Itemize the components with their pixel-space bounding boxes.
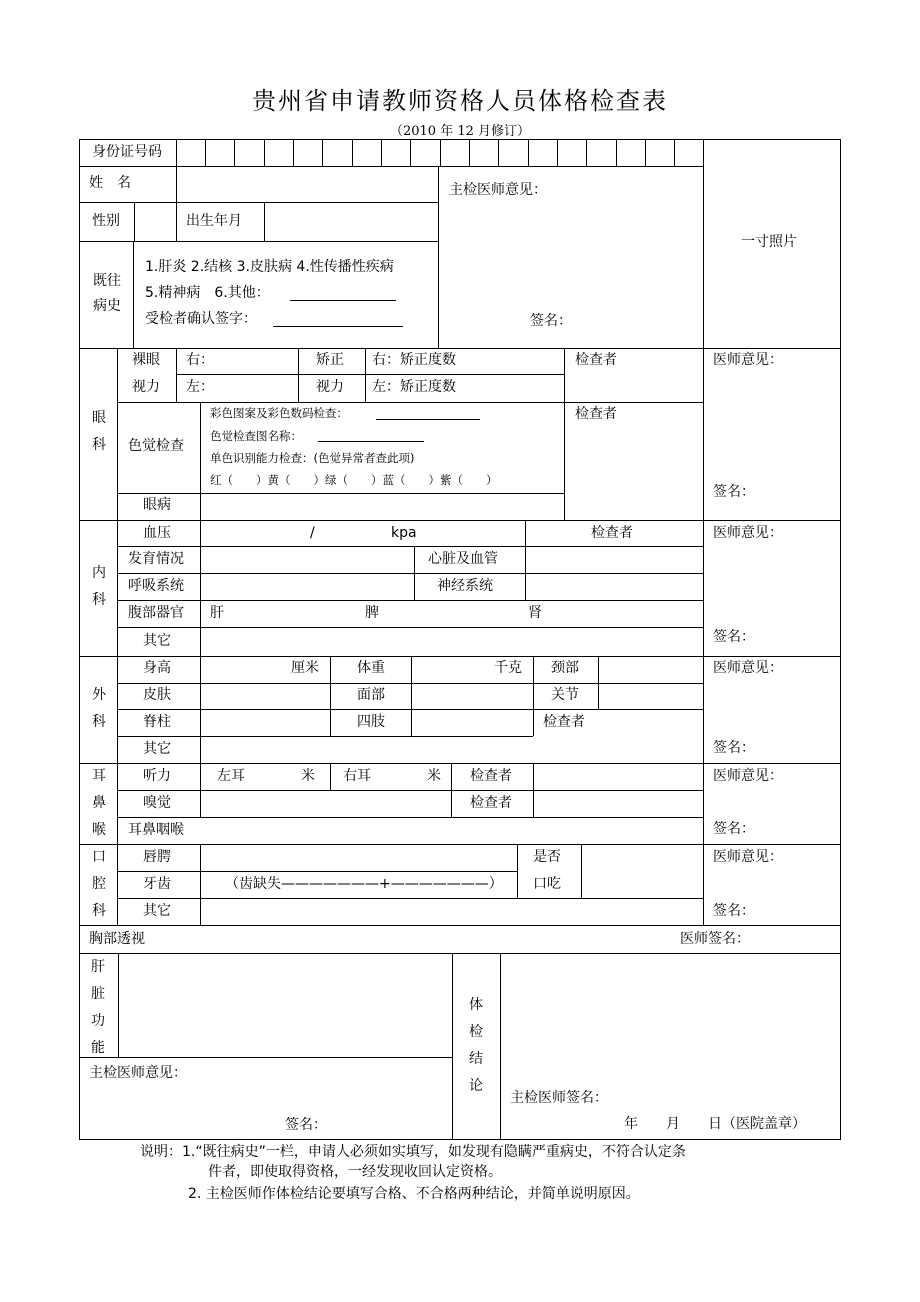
abdominal-label: 腹部器官 <box>128 605 184 621</box>
header-sign-label: 签名： <box>530 313 572 329</box>
conclusion-label: 体 检 结 论 <box>469 997 483 1094</box>
border-left <box>79 139 80 1139</box>
history-confirm-label: 受检者确认签字： <box>145 311 257 327</box>
eye-doctor-opinion: 医师意见： <box>713 352 783 368</box>
heart-label: 心脏及血管 <box>428 551 498 567</box>
document-title: 贵州省申请教师资格人员体格检查表 <box>252 87 668 115</box>
corrected-vision-label-2: 视力 <box>316 379 344 395</box>
history-label-2: 病史 <box>93 298 121 314</box>
internal-doctor-opinion: 医师意见： <box>713 525 783 541</box>
oral-section-label-3: 科 <box>92 903 106 919</box>
right-corrected-label: 右：矫正度数 <box>372 352 456 368</box>
stutter-label-2: 口吃 <box>533 876 561 892</box>
name-label: 姓 名 <box>89 175 131 191</box>
oral-sign-label: 签名： <box>713 903 755 919</box>
eye-examiner-label-1: 检查者 <box>575 352 617 368</box>
ent-throat-label: 耳鼻咽喉 <box>128 822 184 838</box>
color-vision-label: 色觉检查 <box>128 438 184 454</box>
smell-label: 嗅觉 <box>143 795 171 811</box>
teeth-missing-chart: （齿缺失———————+———————） <box>225 876 503 892</box>
surgery-doctor-opinion: 医师意见： <box>713 660 783 676</box>
hearing-label: 听力 <box>143 768 171 784</box>
naked-vision-label-1: 裸眼 <box>132 352 160 368</box>
eye-section-label-1: 眼 <box>92 410 106 426</box>
internal-sign-label: 签名： <box>713 629 755 645</box>
hearing-examiner-label: 检查者 <box>470 768 512 784</box>
blood-pressure-label: 血压 <box>143 525 171 541</box>
joint-label: 关节 <box>551 687 579 703</box>
liver-function-label: 肝 脏 功 能 <box>91 959 105 1056</box>
chief-sign-label: 主检医师签名： <box>510 1090 608 1106</box>
right-ear-label: 右耳 <box>343 768 371 784</box>
chest-xray-label: 胸部透视 <box>89 931 145 947</box>
nervous-label: 神经系统 <box>437 578 493 594</box>
birth-date-label: 出生年月 <box>186 213 242 229</box>
oral-section-label-1: 口 <box>92 849 106 865</box>
liver-label: 肝 <box>210 605 224 621</box>
internal-section-label-2: 科 <box>92 592 106 608</box>
surgery-section-label-2: 科 <box>92 714 106 730</box>
ent-section-label-3: 喉 <box>92 822 106 838</box>
smell-examiner-label: 检查者 <box>470 795 512 811</box>
skin-label: 皮肤 <box>143 687 171 703</box>
border-bottom <box>79 1139 841 1140</box>
note-line-2: 件者，即使取得资格，一经发现收回认定资格。 <box>208 1164 502 1180</box>
oral-doctor-opinion: 医师意见： <box>713 849 783 865</box>
ent-sign-label: 签名： <box>713 821 755 837</box>
id-number-label: 身份证号码 <box>92 144 162 160</box>
eye-sign-label: 签名： <box>713 484 755 500</box>
surgery-section-label-1: 外 <box>92 687 106 703</box>
bp-unit: kpa <box>391 525 417 541</box>
bp-slash: / <box>310 525 315 541</box>
color-test-line-2: 色觉检查图名称： <box>210 429 302 443</box>
left-corrected-label: 左：矫正度数 <box>372 379 456 395</box>
limbs-label: 四肢 <box>357 714 385 730</box>
naked-vision-label-2: 视力 <box>132 379 160 395</box>
left-eye-label: 左： <box>186 379 214 395</box>
surgery-other-label: 其它 <box>143 741 171 757</box>
ent-section-label-2: 鼻 <box>92 795 106 811</box>
note-line-1: 说明：1.“既往病史”一栏，申请人必须如实填写，如发现有隐瞒严重病史，不符合认定条 <box>140 1144 686 1160</box>
chest-doctor-sign-label: 医师签名： <box>680 931 750 947</box>
weight-label: 体重 <box>357 660 385 676</box>
history-label-1: 既往 <box>93 273 121 289</box>
kidney-label: 肾 <box>528 605 542 621</box>
eye-examiner-label-2: 检查者 <box>575 406 617 422</box>
lips-label: 唇腭 <box>143 849 171 865</box>
ent-section-label-1: 耳 <box>92 768 106 784</box>
surgery-sign-label: 签名： <box>713 740 755 756</box>
photo-label: 一寸照片 <box>741 234 797 250</box>
internal-section-label-1: 内 <box>92 565 106 581</box>
history-line-2: 5.精神病 6.其他： <box>145 285 270 301</box>
chief-opinion-label: 主检医师意见： <box>449 182 547 198</box>
respiratory-label: 呼吸系统 <box>128 578 184 594</box>
gender-label: 性别 <box>92 213 120 229</box>
left-ear-label: 左耳 <box>217 768 245 784</box>
color-test-line-3: 单色识别能力检查：(色觉异常者查此项) <box>210 451 415 465</box>
right-ear-meter: 米 <box>427 768 441 784</box>
internal-other-label: 其它 <box>143 633 171 649</box>
teeth-label: 牙齿 <box>143 876 171 892</box>
spine-label: 脊柱 <box>143 714 171 730</box>
cm-unit: 厘米 <box>291 660 319 676</box>
date-stamp-label: 年 月 日（医院盖章） <box>624 1116 806 1132</box>
stutter-label-1: 是否 <box>533 849 561 865</box>
note-line-3: 2. 主检医师作体检结论要填写合格、不合格两种结论，并简单说明原因。 <box>188 1186 640 1202</box>
right-eye-label: 右： <box>186 352 214 368</box>
eye-section-label-2: 科 <box>92 437 106 453</box>
border-right <box>840 139 841 1139</box>
left-ear-meter: 米 <box>301 768 315 784</box>
color-test-line-4: 红（ ）黄（ ）绿（ ）蓝（ ）紫（ ） <box>210 473 498 487</box>
neck-label: 颈部 <box>551 660 579 676</box>
history-line-1: 1.肝炎 2.结核 3.皮肤病 4.性传播性疾病 <box>145 259 394 275</box>
spleen-label: 脾 <box>365 605 379 621</box>
bottom-chief-opinion-label: 主检医师意见： <box>89 1065 187 1081</box>
face-label: 面部 <box>357 687 385 703</box>
oral-section-label-2: 腔 <box>92 876 106 892</box>
surgery-examiner-label: 检查者 <box>543 714 585 730</box>
development-label: 发育情况 <box>128 551 184 567</box>
corrected-vision-label-1: 矫正 <box>316 352 344 368</box>
color-test-line-1: 彩色图案及彩色数码检查： <box>210 406 348 420</box>
oral-other-label: 其它 <box>143 903 171 919</box>
eye-disease-label: 眼病 <box>143 497 171 513</box>
height-label: 身高 <box>143 660 171 676</box>
internal-examiner-label: 检查者 <box>591 525 633 541</box>
border-top <box>79 139 841 140</box>
kg-unit: 千克 <box>494 660 522 676</box>
bottom-sign-label: 签名： <box>285 1117 327 1133</box>
document-subtitle: （2010 年 12 月修订） <box>389 124 531 139</box>
ent-doctor-opinion: 医师意见： <box>713 768 783 784</box>
